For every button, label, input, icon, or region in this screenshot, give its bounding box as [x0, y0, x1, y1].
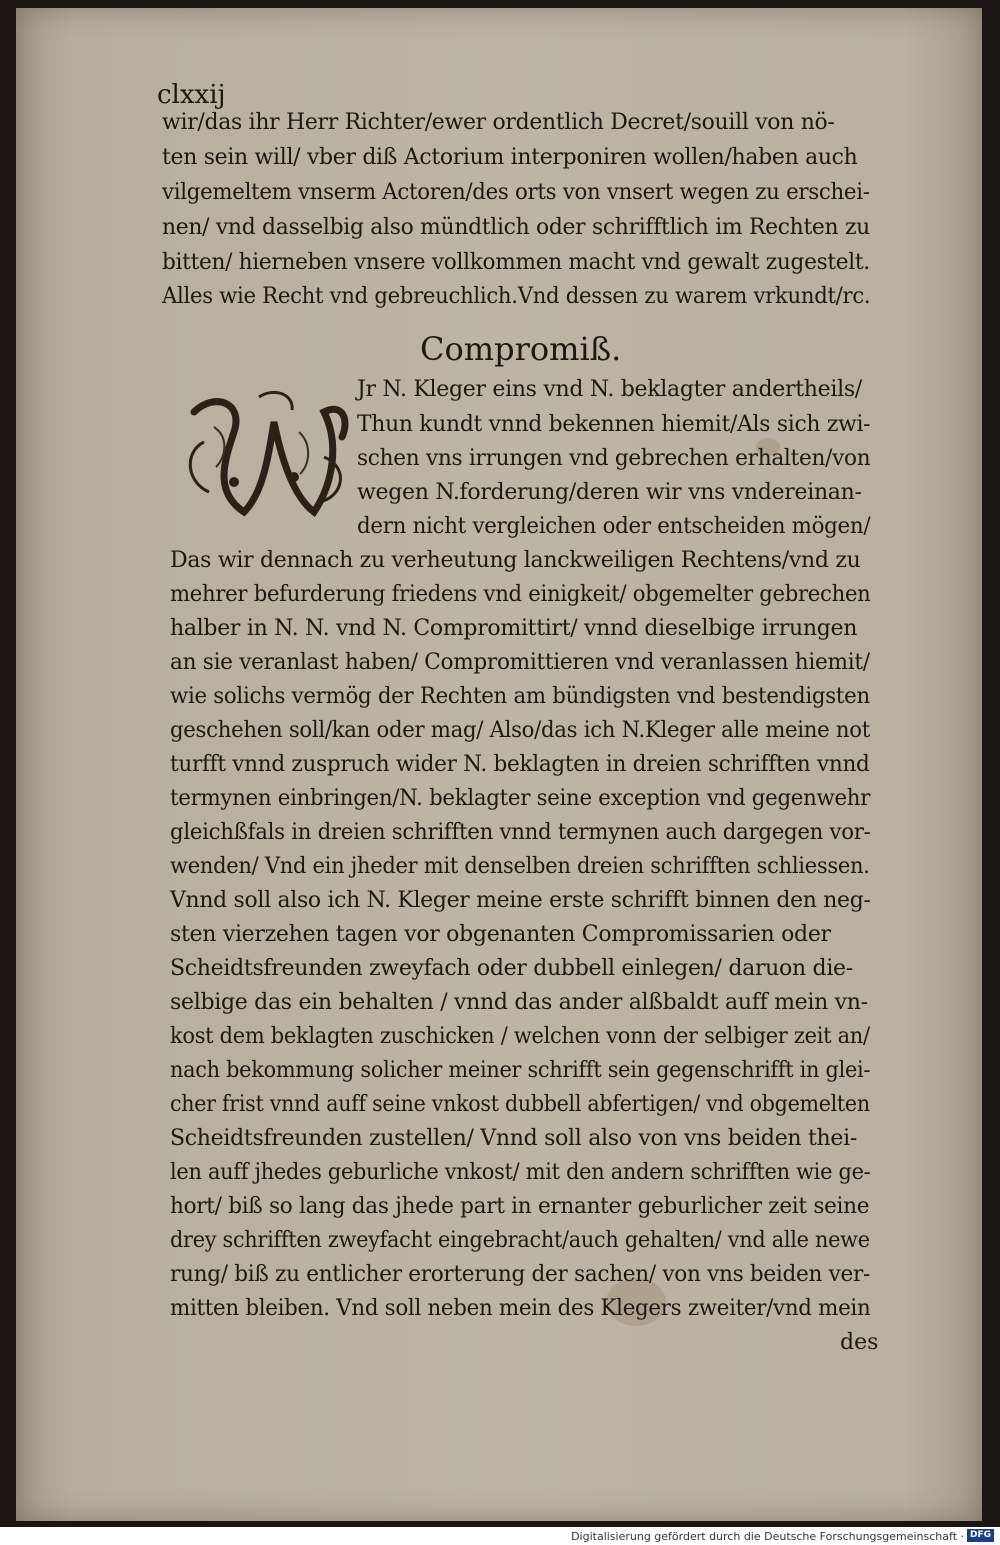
- folio-number: clxxij: [157, 80, 226, 110]
- text-line: bitten/ hierneben vnsere vollkommen macht vnd gewalt zugestelt.: [162, 250, 870, 275]
- text-line: mitten bleiben. Vnd soll neben mein des Klegers zweiter/vnd mein: [170, 1296, 871, 1321]
- text-line: gleichßfals in dreien schrifften vnnd termynen auch dargegen vor-: [170, 820, 871, 845]
- text-line: schen vns irrungen vnd gebrechen erhalten/von: [357, 446, 871, 471]
- text-line: nen/ vnd dasselbig also mündtlich oder schrifftlich im Rechten zu: [162, 215, 870, 240]
- text-line: geschehen soll/kan oder mag/ Also/das ich N.Kleger alle meine not: [170, 718, 870, 743]
- section-heading: Compromiß.: [420, 330, 622, 368]
- footer-bar: [0, 1527, 1000, 1545]
- text-line: wenden/ Vnd ein jheder mit denselben dreien schrifften schliessen.: [170, 854, 870, 879]
- text-line: len auff jhedes geburliche vnkost/ mit den andern schrifften wie ge-: [170, 1160, 871, 1185]
- text-line: kost dem beklagten zuschicken / welchen vonn der selbiger zeit an/: [170, 1024, 870, 1049]
- text-line: Alles wie Recht vnd gebreuchlich.Vnd dessen zu warem vrkundt/rc.: [162, 284, 871, 309]
- catchword: des: [840, 1330, 879, 1355]
- text-line: rung/ biß zu entlicher erorterung der sachen/ von vns beiden ver-: [170, 1262, 870, 1287]
- text-line: Scheidtsfreunden zweyfach oder dubbell einlegen/ daruon die-: [170, 956, 853, 981]
- text-line: hort/ biß so lang das jhede part in ernanter geburlicher zeit seine: [170, 1194, 870, 1219]
- text-line: dern nicht vergleichen oder entscheiden mögen/: [357, 514, 871, 539]
- text-line: wie solichs vermög der Rechten am bündigsten vnd bestendigsten: [170, 684, 870, 709]
- text-line: Scheidtsfreunden zustellen/ Vnnd soll also von vns beiden thei-: [170, 1126, 857, 1151]
- text-line: Vnnd soll also ich N. Kleger meine erste schrifft binnen den neg-: [170, 888, 871, 913]
- funding-credit: Digitalisierung gefördert durch die Deutsche Forschungsgemeinschaft ·: [571, 1530, 964, 1543]
- text-line: vilgemeltem vnserm Actoren/des orts von vnsert wegen zu erschei-: [162, 180, 870, 205]
- text-line: wegen N.forderung/deren wir vns vndereinan-: [357, 480, 862, 505]
- text-line: termynen einbringen/N. beklagter seine exception vnd gegenwehr: [170, 786, 871, 811]
- text-line: Jr N. Kleger eins vnd N. beklagter andertheils/: [357, 377, 862, 402]
- text-line: Thun kundt vnnd bekennen hiemit/Als sich zwi-: [357, 412, 871, 437]
- text-line: turfft vnnd zuspruch wider N. beklagten in dreien schrifften vnnd: [170, 752, 870, 777]
- dfg-logo-icon: DFG: [967, 1529, 994, 1542]
- text-line: Das wir dennach zu verheutung lanckweiligen Rechtens/vnd zu: [170, 548, 861, 573]
- text-line: halber in N. N. vnd N. Compromittirt/ vnnd dieselbige irrungen: [170, 616, 858, 641]
- text-line: wir/das ihr Herr Richter/ewer ordentlich Decret/souill von nö-: [162, 110, 835, 135]
- text-line: selbige das ein behalten / vnnd das ander alßbaldt auff mein vn-: [170, 990, 868, 1015]
- text-line: cher frist vnnd auff seine vnkost dubbell abfertigen/ vnd obgemelten: [170, 1092, 870, 1117]
- text-line: ten sein will/ vber diß Actorium interponiren wollen/haben auch: [162, 145, 858, 170]
- text-line: sten vierzehen tagen vor obgenanten Compromissarien oder: [170, 922, 831, 947]
- text-line: an sie veranlast haben/ Compromittieren vnd veranlassen hiemit/: [170, 650, 870, 675]
- decorated-initial-letter-icon: [174, 382, 356, 532]
- text-line: nach bekommung solicher meiner schrifft sein gegenschrifft in glei-: [170, 1058, 871, 1083]
- text-line: mehrer befurderung friedens vnd einigkeit/ obgemelter gebrechen: [170, 582, 871, 607]
- text-line: drey schrifften zweyfacht eingebracht/auch gehalten/ vnd alle newe: [170, 1228, 870, 1253]
